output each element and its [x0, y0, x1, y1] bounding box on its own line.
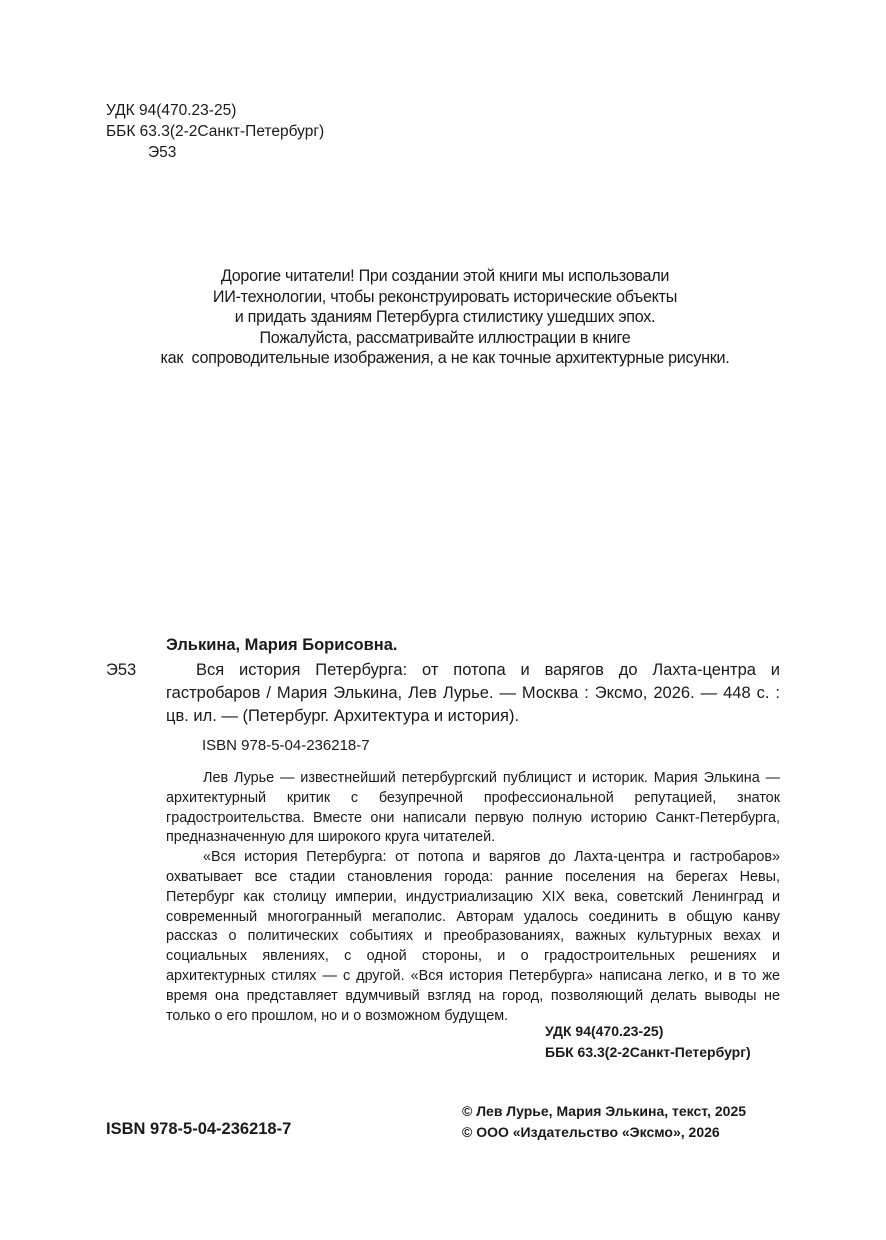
ai-notice-line: Дорогие читатели! При создании этой книги мы использовали — [220, 267, 670, 285]
copyright-line: © ООО «Издательство «Эксмо», 2026 — [462, 1124, 720, 1140]
footer-bbk-code: ББК 63.3(2-2Санкт-Петербург) — [545, 1044, 751, 1060]
catalog-isbn: ISBN 978-5-04-236218-7 — [202, 737, 370, 754]
ai-notice-line: ИИ-технологии, чтобы реконструировать исторические объекты — [212, 287, 678, 306]
footer-classification-codes — [545, 1021, 751, 1063]
udk-code: УДК 94(470.23-25) — [106, 102, 237, 119]
ai-notice — [107, 266, 783, 369]
copyright-block — [462, 1101, 746, 1143]
catalog-author-mark: Э53 — [106, 661, 137, 679]
ai-notice-line: как сопроводительные изображения, а не как точные архитектурные рисунки. — [160, 349, 730, 367]
header-classification-codes — [106, 100, 324, 163]
bbk-code: ББК 63.3(2-2Санкт-Петербург) — [106, 123, 325, 140]
ai-notice-line: Пожалуйста, рассматривайте иллюстрации в книге — [259, 328, 631, 347]
author-mark: Э53 — [148, 144, 177, 161]
footer-udk-code: УДК 94(470.23-25) — [545, 1023, 664, 1039]
catalog-description — [166, 659, 780, 728]
ai-notice-line: и придать зданиям Петербурга стилистику ушедших эпох. — [234, 308, 656, 326]
footer-isbn: ISBN 978-5-04-236218-7 — [106, 1120, 292, 1138]
annotation — [166, 769, 780, 1026]
copyright-line: © Лев Лурье, Мария Элькина, текст, 2025 — [462, 1103, 747, 1119]
catalog-description-text: Вся история Петербурга: от потопа и варягов до Лахта-центра и гастробаров / Мария Элькина, Лев Лурье. — Москва : Эксмо, 2026. — 448 с. : цв. ил. — (Петербург. Архитектура и история). — [166, 661, 780, 725]
annotation-paragraph: «Вся история Петербурга: от потопа и варягов до Лахта-центра и гастробаров» охватывает все стадии становления города: ранние поселения на берегах Невы, Петербург как столицу империи, индустриализацию XIX века, советский Ленинград и современный многогранный мегаполис. Авторам удалось соединить в общую канву рассказ о политических событиях и преобразованиях, важных культурных вехах и социальных явлениях, с одной стороны, и о градостроительных решениях и архитектурных стилях — с другой. «Вся история Петербурга» написана легко, и в то же время она представляет вдумчивый взгляд на город, позволяющий делать выводы не только о его прошлом, но и о возможном будущем. — [166, 849, 780, 1024]
catalog-author-heading: Элькина, Мария Борисовна. — [166, 636, 398, 654]
annotation-paragraph: Лев Лурье — известнейший петербургский публицист и историк. Мария Элькина — архитектурный критик с безупречной профессиональной репутацией, знаток градостроительства. Вместе они написали первую полную историю Санкт-Петербурга, предназначенную для широкого круга читателей. — [166, 770, 780, 846]
